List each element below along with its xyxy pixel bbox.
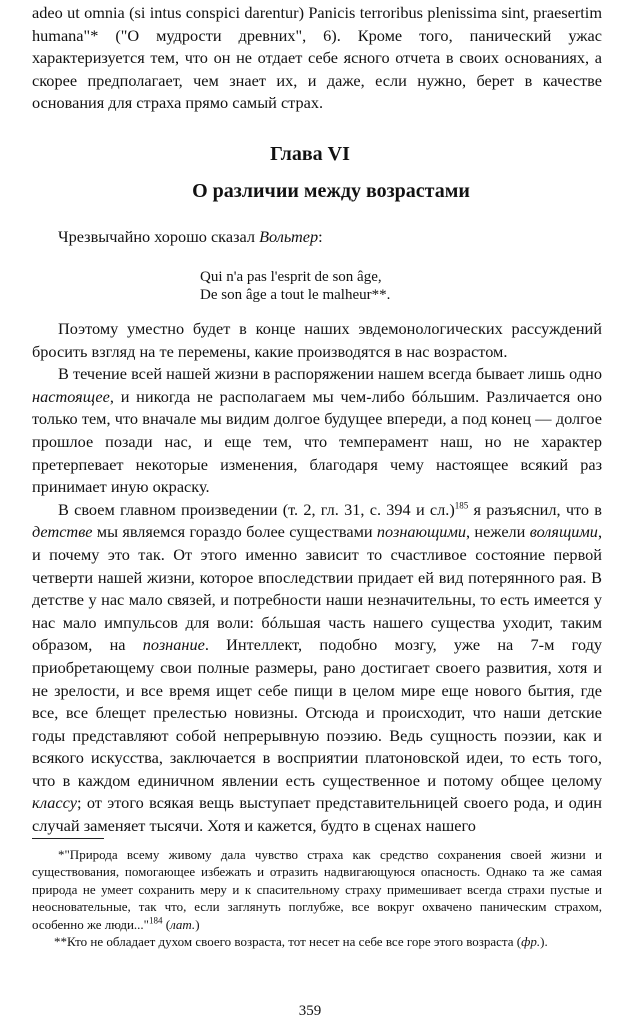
footnote-1: *"Природа всему живому дала чувство страха как средство сохранения своей жизни и существования, помогающее избежать и отразить надвигающуюся опасность. Однако та же самая природа не умеет сохранить меру и к спасительному страху примешивает всегда страхи пустые и неосновательные, так что, если заглянуть поглубже, все вокруг охвачено паническим страхом, особенно же люди..."$^{184}$ (лат.) xyxy=(32,847,602,932)
endnote-ref-184[interactable]: 184 xyxy=(148,915,163,926)
intro-paragraph xyxy=(32,2,602,115)
footnotes xyxy=(32,846,602,950)
poem-line-2: De son âge a tout le malheur**. xyxy=(200,287,391,303)
footnote-ref-2[interactable]: **. xyxy=(371,287,391,303)
paragraph-3: В своем главном произведении (т. 2, гл. 31, с. 394 и сл.)$^{185}$ я разъяснил, что в детстве мы являемся гораздо более существами познающими, нежели волящими, и почему это так. От этого именно зависит то счастливое состояние первой четверти нашей жизни, которое впоследствии придает ей вид потерянного рая. В детстве у нас мало связей, и потребности наши незначительны, то есть имеется у нас мало импульсов для воли: бóльшая часть нашего существа уходит, таким образом, на познание. Интеллект, подобно мозгу, уже на 7-м году приобретающему свои полные размеры, рано достигает своего развития, хотя и не зрелости, и все время ищет себе пищи в целом мире еще нового бытия, где все, все блещет прелестью новизны. Отсюда и происходит, что наши детские годы представляют собой непрерывную поэзию. Ведь сущность поэзии, как и всякого искусства, заключается в восприятии платоновской идеи, то есть того, что в каждом единичном явлении есть существенное и потому общее целому классу; от этого всякая вещь выступает представительницей своего рода, и один случай заменяет тысячи. Хотя и кажется, будто в сценах нашего xyxy=(32,499,603,836)
endnote-ref-185[interactable]: 185 xyxy=(454,500,469,511)
epigraph-intro: Чрезвычайно хорошо сказал Вольтер: xyxy=(58,227,323,246)
page-number: 359 xyxy=(298,1003,322,1019)
main-text xyxy=(32,318,602,838)
poem-line-1: Qui n'a pas l'esprit de son âge, xyxy=(200,269,382,285)
chapter-title: О различии между возрастами xyxy=(192,180,470,202)
paragraph-2: В течение всей нашей жизни в распоряжении нашем всегда бывает лишь одно настоящее, и никогда не располагаем мы чем-либо бóльшим. Различается оно только тем, что вначале мы видим долгое будущее впереди, а под конец — долгое прошлое позади нас, и еще тем, что темперамент наш, но не характер претерпевает некоторые изменения, благодаря чему настоящее всякий раз принимает иную окраску. xyxy=(32,364,602,497)
footnote-ref-1[interactable]: * xyxy=(90,25,99,45)
epigraph-poem xyxy=(200,268,460,304)
author-name: Вольтер xyxy=(259,227,319,246)
footnote-separator xyxy=(32,838,104,839)
footnote-2: **Кто не обладает духом своего возраста, тот несет на себе все горе этого возраста (фр.). xyxy=(54,934,548,950)
paragraph-1: Поэтому уместно будет в конце наших эвдемонологических рассуждений бросить взгляд на те перемены, какие производятся в нас возрастом. xyxy=(32,319,602,361)
chapter-number: Глава VI xyxy=(270,143,350,165)
intro-latin: adeo ut omnia (si intus conspici darentur) Panicis terroribus plenissima sint, praesertim humana" xyxy=(32,3,602,45)
intro-text: ("О мудрости древних", 6). Кроме того, панический ужас характеризуется тем, что он не отдает себе ясного отчета в своих основаниях, а скорее предполагает, чем знает их, и даже, если нужно, берет в качестве основания для страха прямо самый страх. xyxy=(32,25,602,113)
